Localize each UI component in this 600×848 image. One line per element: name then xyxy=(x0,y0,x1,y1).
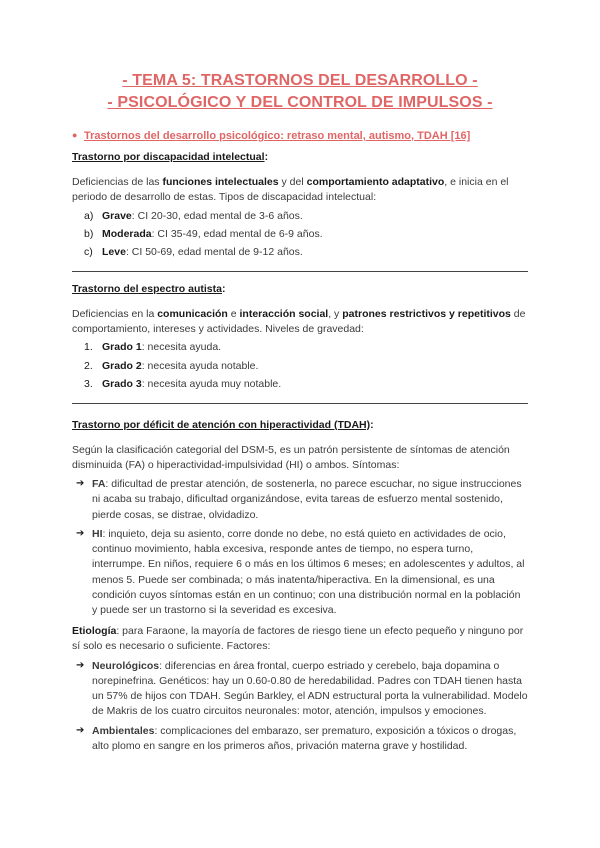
arrow-icon: ➔ xyxy=(76,724,85,736)
arrow-icon: ➔ xyxy=(76,527,85,539)
list-autismo xyxy=(72,340,528,392)
arrow-icon: ➔ xyxy=(76,478,85,490)
bullet-icon: ● xyxy=(72,130,78,140)
list-item-neurologicos: ➔ Neurológicos: diferencias en área frontal, cuerpo estriado y cerebelo, baja dopamina o norepinefrina. Genéticos: hay un 0.60-0.80 de heredabilidad. Padres con TDAH tienen hasta un 57% de hijos con TDAH. Según Barkley, el ADN estructural porta la vulnerabilidad. Modelo de Makris de los cuatro circuitos neuronales: motor, atención, impulsos y emociones. xyxy=(76,659,528,718)
paragraph-autismo: Deficiencias en la comunicación e interacción social, y patrones restrictivos y repetitivos de comportamiento, intereses y actividades. Niveles de gravedad: xyxy=(72,307,526,336)
paragraph-etiologia: Etiología: para Faraone, la mayoría de factores de riesgo tiene un efecto pequeño y ninguno por sí solo es necesario o suficiente. Factores: xyxy=(72,625,524,653)
list-item: 3. Grado 3: necesita ayuda muy notable. xyxy=(84,377,282,390)
arrow-icon: ➔ xyxy=(76,659,85,671)
section-title-text: Trastornos del desarrollo psicológico: retraso mental, autismo, TDAH [16] xyxy=(84,130,471,142)
divider xyxy=(72,403,528,404)
heading-tdah: Trastorno por déficit de atención con hiperactividad (TDAH): xyxy=(72,418,374,431)
paragraph-tdah-intro: Según la clasificación categorial del DSM-5, es un patrón persistente de síntomas de atención disminuida (FA) o hiperactividad-impulsividad (HI) o ambos. Síntomas: xyxy=(72,443,510,471)
list-item-hi: ➔ HI: inquieto, deja su asiento, corre donde no debe, no está quieto en actividades de ocio, continuo movimiento, habla excesiva, responde antes de tiempo, no espera turno, interrumpe. En niños, requiere 6 o más en los últimos 6 meses; en adolescentes y adultos, al menos 5. Puede ser combinada; o más inatenta/hiperactiva. En la dimensional, es una condición cuyos síntomas están en un continuo; con una distribución normal en la población y puede ser un trastorno si la severidad es excesiva. xyxy=(76,527,525,616)
list-item: c) Leve: CI 50-69, edad mental de 9-12 años. xyxy=(84,246,303,259)
list-item: a) Grave: CI 20-30, edad mental de 3-6 años. xyxy=(84,209,303,222)
list-item: b) Moderada: CI 35-49, edad mental de 6-9 años. xyxy=(84,227,323,240)
list-item-fa: ➔ FA: dificultad de prestar atención, de sostenerla, no parece escuchar, no sigue instrucciones ni acaba su trabajo, dificultad organizándose, evita tareas de esfuerzo mental sostenido, pierde cosas, se distrae, olvidadizo. xyxy=(76,478,522,521)
list-item: 1. Grado 1: necesita ayuda. xyxy=(84,341,222,354)
list-item: 2. Grado 2: necesita ayuda notable. xyxy=(84,359,259,372)
heading-discapacidad: Trastorno por discapacidad intelectual: xyxy=(72,150,269,163)
paragraph-discapacidad: Deficiencias de las funciones intelectuales y del comportamiento adaptativo, e inicia en el periodo de desarrollo de estas. Tipos de discapacidad intelectual: xyxy=(72,176,509,204)
section-title xyxy=(72,129,528,145)
list-item-ambientales: ➔ Ambientales: complicaciones del embarazo, ser prematuro, exposición a tóxicos o drogas, alto plomo en sangre en los primeros años, privación materna grave y hostilidad. xyxy=(76,724,517,752)
list-discapacidad xyxy=(72,209,528,261)
page-title xyxy=(72,70,528,114)
title-line-2: - PSICOLÓGICO Y DEL CONTROL DE IMPULSOS - xyxy=(107,94,493,111)
heading-autismo: Trastorno del espectro autista: xyxy=(72,282,226,295)
list-tdah-factores xyxy=(72,659,528,754)
title-line-1: - TEMA 5: TRASTORNOS DEL DESARROLLO - xyxy=(122,72,478,89)
divider xyxy=(72,271,528,272)
list-tdah-sintomas xyxy=(72,477,528,618)
